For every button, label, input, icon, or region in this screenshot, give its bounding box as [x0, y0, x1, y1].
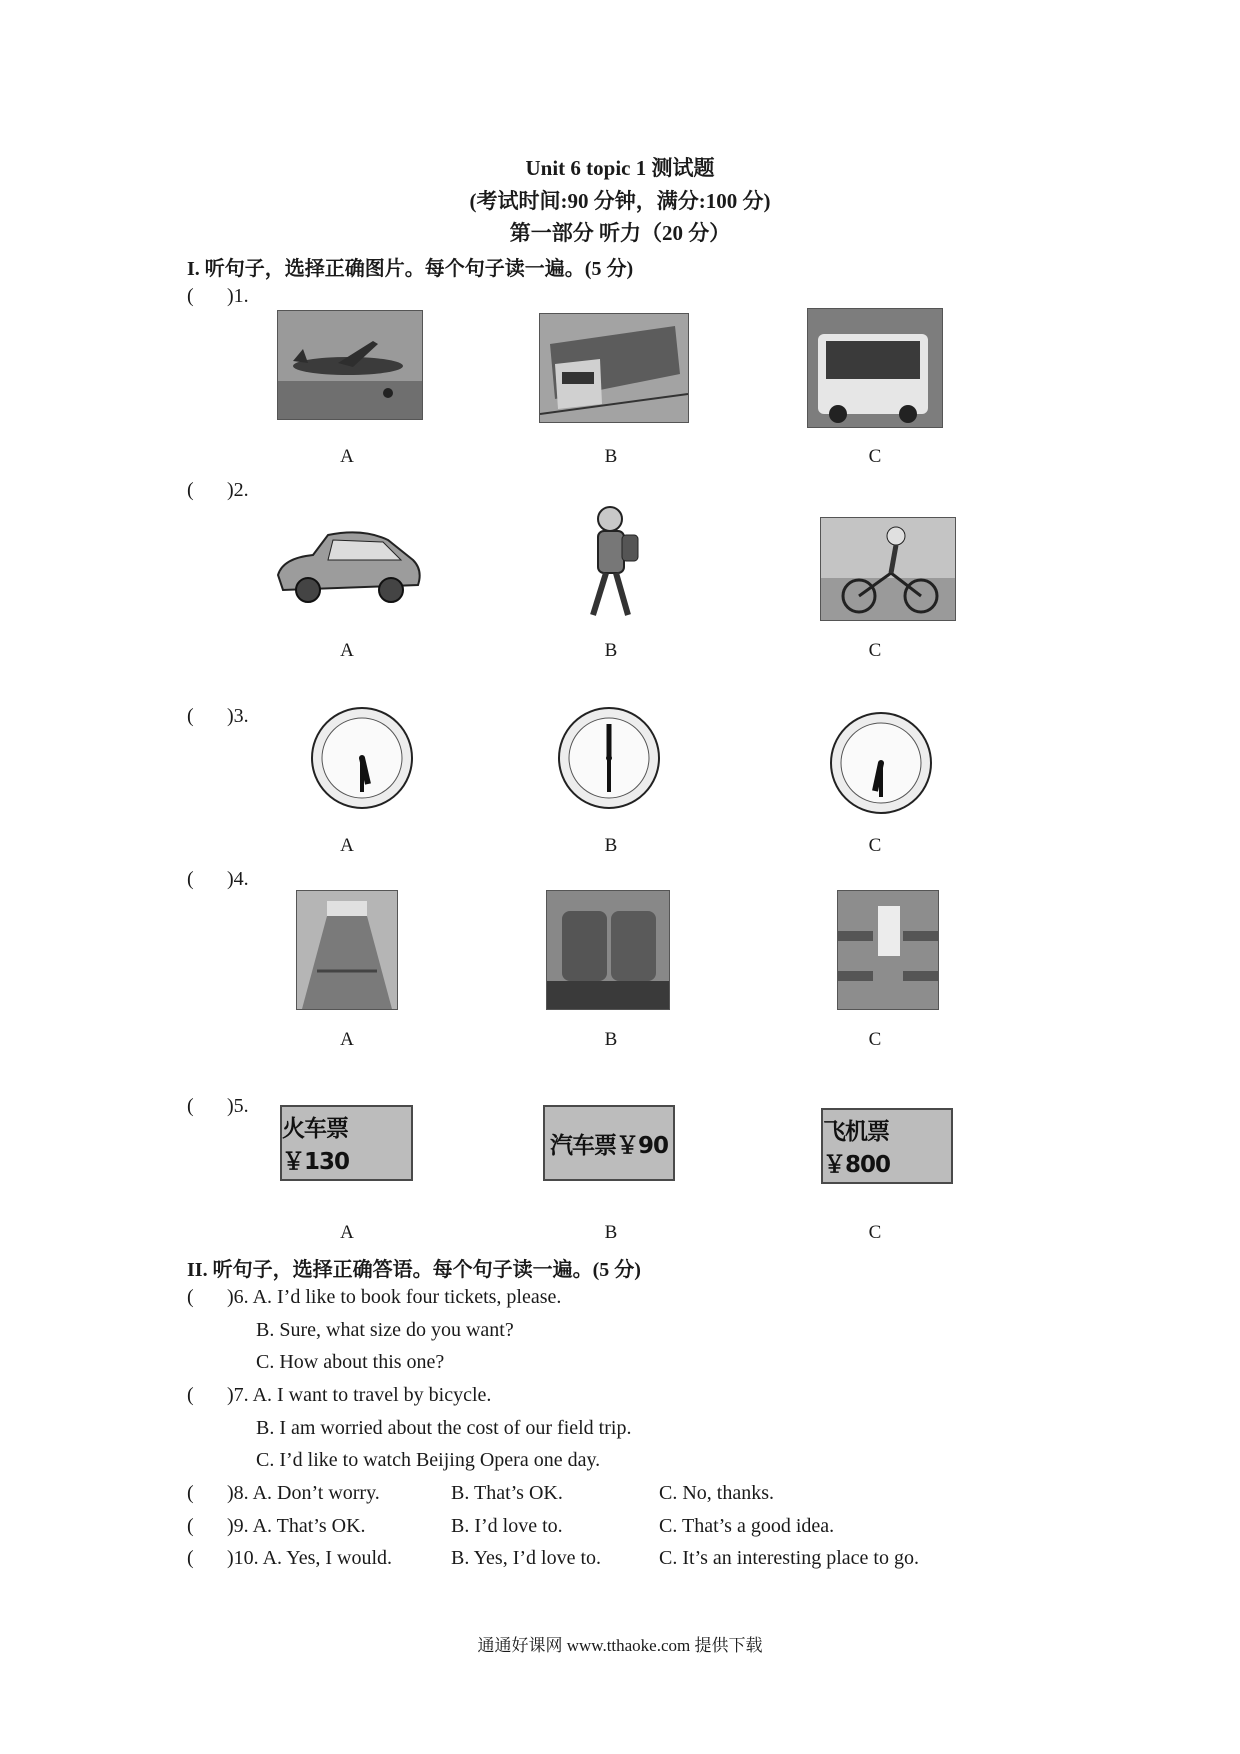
- q6-option-a[interactable]: A. I’d like to book four tickets, please.: [252, 1286, 562, 1308]
- sleeper-berth-photo[interactable]: [837, 890, 939, 1010]
- airplane-photo[interactable]: [277, 310, 423, 420]
- q8-option-c[interactable]: C. No, thanks.: [659, 1482, 774, 1504]
- q2-label-c: C: [868, 640, 882, 661]
- q3-label-b: B: [604, 835, 618, 856]
- q7-option-b[interactable]: B. I am worried about the cost of our field trip.: [256, 1417, 632, 1439]
- q4-number: ( )4.: [187, 868, 249, 890]
- bicycle-drawing[interactable]: [820, 517, 956, 621]
- train-ticket-sign[interactable]: 火车票￥130: [280, 1105, 413, 1181]
- q7-stem: ( )7. A. I want to travel by bicycle.: [187, 1384, 492, 1406]
- q9-option-b[interactable]: B. I’d love to.: [451, 1515, 563, 1537]
- q2-label-b: B: [604, 640, 618, 661]
- q3-label-c: C: [868, 835, 882, 856]
- q9-option-a[interactable]: A. That’s OK.: [252, 1515, 366, 1537]
- q4-label-b: B: [604, 1029, 618, 1050]
- walking-boy-drawing[interactable]: [578, 503, 648, 621]
- page-title: Unit 6 topic 1 测试题: [525, 156, 715, 180]
- q4-label-c: C: [868, 1029, 882, 1050]
- bus-ticket-sign[interactable]: 汽车票￥90: [543, 1105, 675, 1181]
- plane-ticket-sign[interactable]: 飞机票￥800: [821, 1108, 953, 1184]
- q3-label-a: A: [340, 835, 354, 856]
- q8-stem: ( )8. A. Don’t worry.: [187, 1482, 380, 1504]
- q7-option-c[interactable]: C. I’d like to watch Beijing Opera one day.: [256, 1449, 601, 1471]
- q6-stem: ( )6. A. I’d like to book four tickets, please.: [187, 1286, 562, 1308]
- car-drawing[interactable]: [273, 520, 425, 610]
- q7-option-a[interactable]: A. I want to travel by bicycle.: [252, 1384, 492, 1406]
- hard-seat-photo[interactable]: [296, 890, 398, 1010]
- train-photo[interactable]: [539, 313, 689, 423]
- q3-number: ( )3.: [187, 705, 249, 727]
- q8-option-a[interactable]: A. Don’t worry.: [252, 1482, 380, 1504]
- q9-option-c[interactable]: C. That’s a good idea.: [659, 1515, 835, 1537]
- q2-number: ( )2.: [187, 479, 249, 501]
- q5-label-a: A: [340, 1222, 354, 1243]
- q6-option-b[interactable]: B. Sure, what size do you want?: [256, 1319, 514, 1341]
- q10-option-b[interactable]: B. Yes, I’d love to.: [451, 1547, 602, 1569]
- q1-label-a: A: [340, 446, 354, 467]
- clock-icon[interactable]: [310, 706, 414, 810]
- q1-label-c: C: [868, 446, 882, 467]
- exam-info: (考试时间:90 分钟，满分:100 分): [469, 189, 771, 213]
- bus-photo[interactable]: [807, 308, 943, 428]
- q5-label-c: C: [868, 1222, 882, 1243]
- section1-heading: I. 听句子，选择正确图片。每个句子读一遍。(5 分): [187, 258, 634, 280]
- clock-icon[interactable]: [557, 706, 661, 810]
- q2-label-a: A: [340, 640, 354, 661]
- q10-option-c[interactable]: C. It’s an interesting place to go.: [659, 1547, 919, 1569]
- q4-label-a: A: [340, 1029, 354, 1050]
- q5-label-b: B: [604, 1222, 618, 1243]
- clock-icon[interactable]: [829, 711, 933, 815]
- part-heading: 第一部分 听力（20 分）: [509, 221, 731, 245]
- q1-number: ( )1.: [187, 285, 249, 307]
- q10-stem: ( )10. A. Yes, I would.: [187, 1547, 393, 1569]
- q6-option-c[interactable]: C. How about this one?: [256, 1351, 445, 1373]
- q5-number: ( )5.: [187, 1095, 249, 1117]
- q10-option-a[interactable]: A. Yes, I would.: [262, 1547, 393, 1569]
- soft-seat-photo[interactable]: [546, 890, 670, 1010]
- q1-label-b: B: [604, 446, 618, 467]
- section2-heading: II. 听句子，选择正确答语。每个句子读一遍。(5 分): [187, 1259, 641, 1281]
- q8-option-b[interactable]: B. That’s OK.: [451, 1482, 563, 1504]
- q9-stem: ( )9. A. That’s OK.: [187, 1515, 366, 1537]
- footer-credit: 通通好课网 www.tthaoke.com 提供下载: [477, 1636, 763, 1655]
